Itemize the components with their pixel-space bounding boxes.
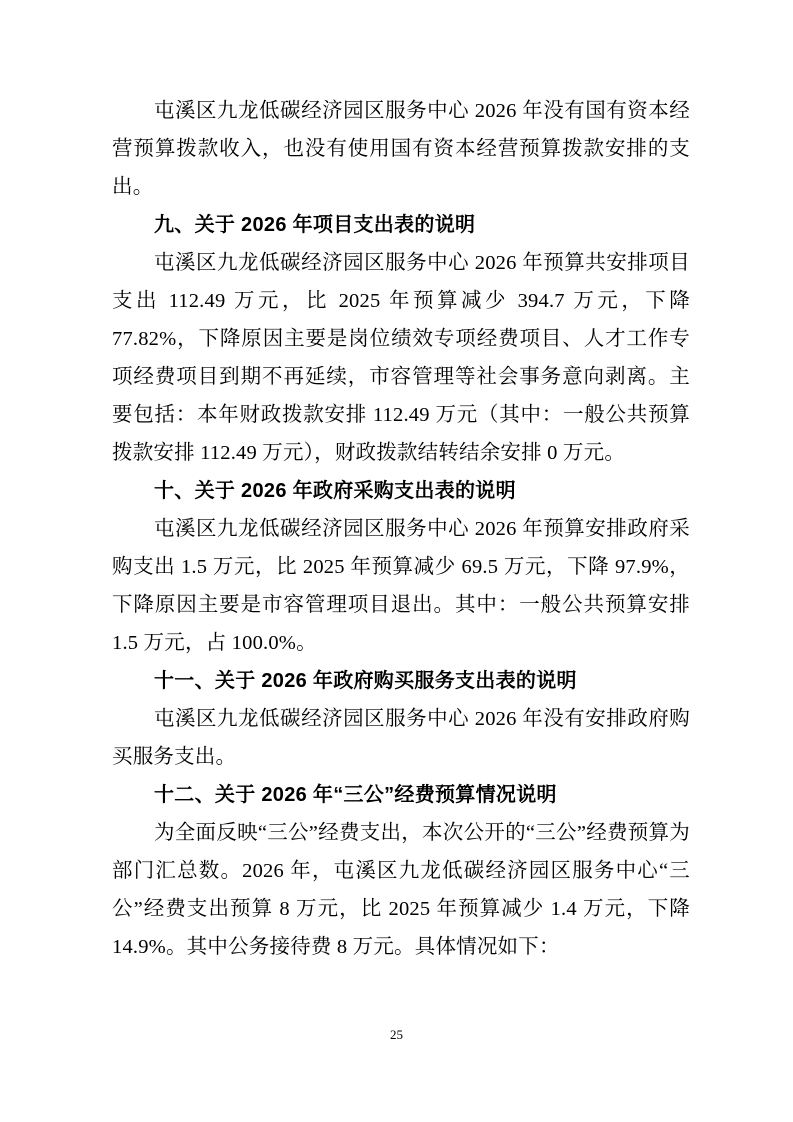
paragraph-section-twelve-body: 为全面反映“三公”经费支出，本次公开的“三公”经费预算为部门汇总数。2026 年，屯溪区九龙低碳经济园区服务中心“三公”经费支出预算 8 万元，比 2025 年预算减少 1.4 万元，下降 14.9%。其中公务接待费 8 万元。具体情况如下： [112, 822, 690, 958]
page-body [112, 92, 690, 966]
paragraph-state-capital-budget: 屯溪区九龙低碳经济园区服务中心 2026 年没有国有资本经营预算拨款收入，也没有使用国有资本经营预算拨款安排的支出。 [112, 100, 690, 198]
paragraph-section-eleven-body: 屯溪区九龙低碳经济园区服务中心 2026 年没有安排政府购买服务支出。 [112, 708, 690, 768]
heading-section-nine: 九、关于 2026 年项目支出表的说明 [154, 214, 476, 236]
heading-section-twelve: 十二、关于 2026 年“三公”经费预算情况说明 [154, 784, 557, 806]
heading-section-ten: 十、关于 2026 年政府采购支出表的说明 [154, 480, 516, 502]
page-number: 25 [390, 1027, 403, 1042]
paragraph-section-nine-body: 屯溪区九龙低碳经济园区服务中心 2026 年预算共安排项目支出 112.49 万元，比 2025 年预算减少 394.7 万元，下降 77.82%，下降原因主要是岗位绩效专项经费项目、人才工作专项经费项目到期不再延续，市容管理等社会事务意向剥离。主要包括：本年财政拨款安排 112.49 万元（其中：一般公共预算拨款安排 112.49 万元），财政拨款结转结余安排 0 万元。 [112, 252, 690, 464]
heading-section-eleven: 十一、关于 2026 年政府购买服务支出表的说明 [154, 670, 577, 692]
paragraph-section-ten-body: 屯溪区九龙低碳经济园区服务中心 2026 年预算安排政府采购支出 1.5 万元，比 2025 年预算减少 69.5 万元，下降 97.9%，下降原因主要是市容管理项目退出。其中：一般公共预算安排 1.5 万元，占 100.0%。 [112, 518, 690, 654]
